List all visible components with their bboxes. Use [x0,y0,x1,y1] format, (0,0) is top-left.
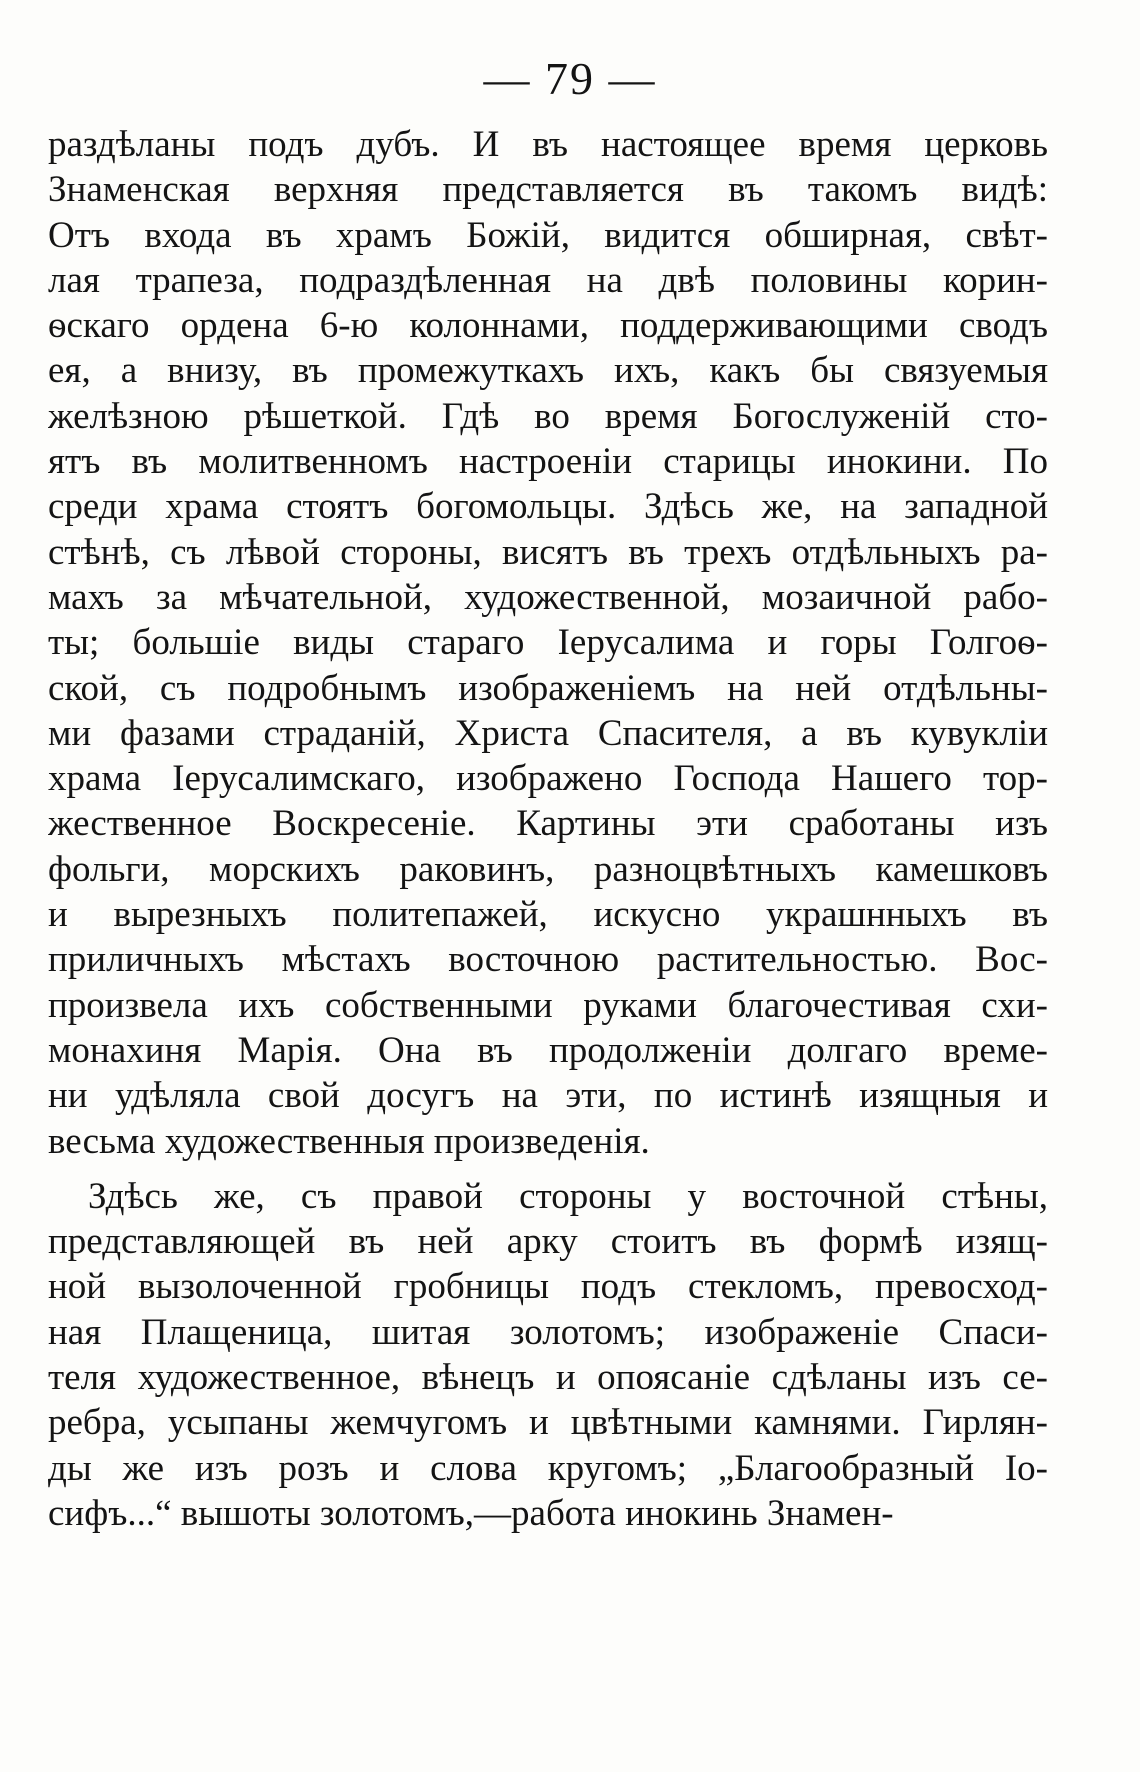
text-line: весьма художественныя произведенія. [48,1120,650,1162]
text-line: лая трапеза, подраздѣленная на двѣ половины корин- [48,259,1048,301]
text-line: ея, а внизу, въ промежуткахъ ихъ, какъ бы связуемыя [48,350,1048,392]
text-line: ми фазами страданій, Христа Спасителя, а въ кувукліи [48,712,1048,754]
text-line: ной вызолоченной гробницы подъ стекломъ, превосход- [48,1266,1048,1308]
body-text [48,122,1048,1536]
text-line: ѳскаго ордена 6-ю колоннами, поддерживающими сводъ [48,305,1048,347]
text-line: раздѣланы подъ дубъ. И въ настоящее время церковь [48,124,1048,165]
text-line: ятъ въ молитвенномъ настроеніи старицы инокини. По [48,441,1048,483]
text-line: ты; большіе виды стараго Іерусалима и горы Голгоѳ- [48,622,1048,664]
text-line: среди храма стоятъ богомольцы. Здѣсь же, на западной [48,486,1048,528]
text-line: сифъ...“ вышоты золотомъ,—работа инокинь Знамен- [48,1492,894,1534]
text-line: Знаменская верхняя представляется въ такомъ видѣ: [48,169,1048,211]
page-number: — 79 — [483,53,657,104]
text-line: храма Іерусалимскаго, изображено Господа Нашего тор- [48,758,1048,800]
text-line: Здѣсь же, съ правой стороны у восточной стѣны, [88,1175,1048,1217]
paragraph-1 [48,122,1048,1164]
text-line: ребра, усыпаны жемчугомъ и цвѣтными камнями. Гирлян- [48,1402,1048,1444]
text-line: и вырезныхъ политепажей, искусно украшнныхъ въ [48,894,1048,936]
text-line: Отъ входа въ храмъ Божій, видится обширная, свѣт- [48,214,1048,256]
text-line: монахиня Марія. Она въ продолженіи долгаго време- [48,1029,1048,1071]
text-line: махъ за мѣчательной, художественной, мозаичной рабо- [48,576,1048,618]
text-line: ная Плащеница, шитая золотомъ; изображеніе Спаси- [48,1311,1048,1353]
text-line: приличныхъ мѣстахъ восточною растительностью. Вос- [48,939,1048,981]
paragraph-2 [48,1174,1048,1536]
text-line: произвела ихъ собственными руками благочестивая схи- [48,984,1048,1026]
text-line: ни удѣляла свой досугъ на эти, по истинѣ изящныя и [48,1075,1048,1117]
text-line: фольги, морскихъ раковинъ, разноцвѣтныхъ камешковъ [48,848,1048,890]
text-line: жественное Воскресеніе. Картины эти сработаны изъ [48,803,1048,845]
text-line: стѣнѣ, съ лѣвой стороны, висятъ въ трехъ отдѣльныхъ ра- [48,531,1048,573]
text-line: представляющей въ ней арку стоитъ въ формѣ изящ- [48,1221,1048,1263]
text-line: теля художественное, вѣнецъ и опоясаніе сдѣланы изъ се- [48,1357,1048,1399]
text-line: ды же изъ розъ и слова кругомъ; „Благообразный Іо- [48,1447,1048,1489]
text-line: желѣзною рѣшеткой. Гдѣ во время Богослуженій сто- [48,395,1048,437]
text-line: ской, съ подробнымъ изображеніемъ на ней отдѣльны- [48,667,1048,709]
